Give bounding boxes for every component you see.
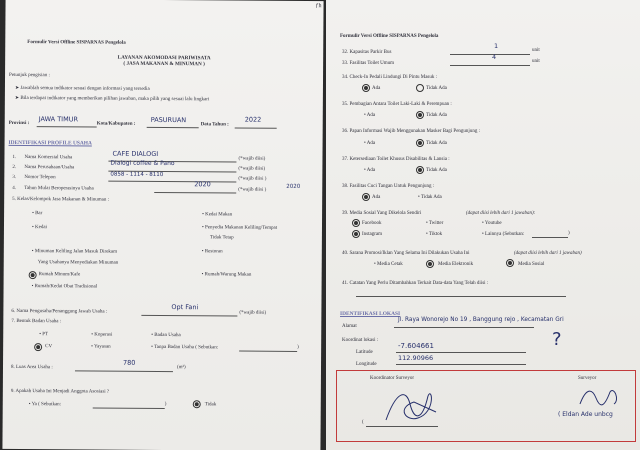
q36-label: 36. Papan Informasi Wajib Menggunakan Masker Bagi Pengunjung : — [342, 129, 480, 134]
q39-facebook-mark[interactable] — [352, 219, 360, 227]
q9-yes-option[interactable]: • Ya ( Sebutkan: — [29, 402, 61, 408]
corner-mark: ƒh — [315, 3, 322, 10]
q7-option[interactable]: • Yayasan — [91, 345, 111, 351]
instruction-2: ➤ Bila terdapat indikator yang memberikan pilihan jawaban, maka pilih yang sesuai lalu lingkari — [15, 96, 209, 103]
q5-option[interactable]: • Rumah/Warung Makan — [202, 272, 252, 278]
form-title: Formulir Versi Offline SISPARNAS Pengelola — [27, 40, 126, 46]
lat-label: Latitude — [356, 350, 373, 355]
year-start-value[interactable]: 2020 — [194, 180, 211, 189]
q40-option[interactable]: • Media Cetak — [374, 262, 403, 268]
q7-option[interactable]: • Koperasi — [91, 333, 112, 339]
field-label: Tahun Mulai Beroperasinya Usaha — [24, 186, 94, 192]
required-note: (*wajib diisi) — [239, 310, 267, 316]
q35-no[interactable]: Tidak Ada — [426, 113, 447, 118]
instructions-title: Petunjuk pengisian : — [9, 72, 50, 79]
right-signature-drawing — [574, 384, 624, 410]
q7-option[interactable]: • Badan Usaha — [151, 333, 181, 339]
q5-option[interactable]: • Minuman Keliling Jalan Masuk Direkam — [32, 249, 117, 255]
q40-label: 40. Sarana Promosi/Iklan Yang Selama Ini Dilakukan Usaha Ini — [342, 251, 470, 256]
sig-right-label: Surveyor — [578, 376, 597, 381]
q39-option[interactable]: • Twitter — [426, 221, 443, 227]
q5-label: 5. Kelas/Kelompok Jasa Makanan & Minuman : — [12, 196, 109, 203]
q9-no-option[interactable]: Tidak — [204, 402, 217, 408]
sig-left-paren: ( — [362, 420, 364, 425]
q5-option-cont: Tidak Tetap — [209, 235, 234, 241]
form-page-right: Formulir Versi Offline SISPARNAS Pengelola 32. Kapasitas Parkir Bus 1 unit 33. Fasilitas Toilet Umum 4 unit 34. Check-In Pedali Lindungi Di Pintu Masuk : Ada Tidak Ada 35. Pembagian Antara Toilet Laki-Laki & Perempuan : • Ada Tidak Ada 36. Papan Informasi Wajib Menggunakan Masker Bagi Pengunjung : • Ada Tidak Ada 37. Ketersediaan Toilet Khusus Disabilitas & Lansia : • Ada Tidak Ada 38. Fasilitas Cuci Tangan Untuk Pengunjung : Ada • Tidak Ada 39. Media Sosial Yang Dikelola Sendiri (dapat diisi lebih dari 1 jawaban): Facebook • Twitter • Youtube Instagram • Tiktok • Lainnya (Sebutkan: ) 40. Sarana Promosi/Iklan Yang Selama Ini Dilakukan Usaha Ini (dapat diisi lebih dari 1 jawaban) • Media Cetak Media Elektronik Media Sosial 41. Catatan Yang Perlu Ditambahkan Terkait Data-data Yang Telah diisi : IDENTIFIKASI LOKASI Alamat Jl. Raya Wonorejo No 19 , Banggung rejo , Kecamatan Gri Koordinat lokasi : Latitude -7.604661 Longitude 112.90966 ? Koordinator Surveyor Surveyor ( ( Eldan Ade unbcg — [326, 0, 640, 450]
q38-yes[interactable]: Ada — [372, 195, 381, 200]
unit-label: unit — [532, 59, 540, 64]
q33-value[interactable]: 4 — [492, 53, 497, 61]
q36-yes[interactable]: • Ada — [364, 141, 375, 147]
regency-label: Kota/Kabupaten : — [96, 121, 136, 127]
address-value[interactable]: Jl. Raya Wonorejo No 19 , Banggung rejo , Kecamatan Gri — [398, 317, 564, 323]
q39-option[interactable]: • Lainnya (Sebutkan: — [482, 232, 524, 238]
q40-sosial-mark[interactable] — [506, 259, 514, 267]
year-value[interactable]: 2022 — [244, 115, 262, 124]
q41-label: 41. Catatan Yang Perlu Ditambahkan Terkait Data-data Yang Telah diisi : — [342, 281, 489, 286]
q6-label: 6. Nama Pengusaha/Penanggung Jawab Usaha : — [11, 308, 108, 315]
q35-selected-mark[interactable] — [416, 111, 424, 119]
q37-label: 37. Ketersediaan Toilet Khusus Disabilitas & Lansia : — [342, 157, 450, 162]
q34-yes[interactable]: Ada — [372, 86, 381, 91]
q5-option[interactable]: • Restoran — [202, 249, 223, 255]
q8-unit: (m²) — [176, 365, 186, 371]
q9-selected-mark[interactable] — [193, 400, 201, 408]
q37-selected-mark[interactable] — [416, 166, 424, 174]
required-note: (*wajib diisi ) — [238, 176, 267, 182]
q32-label: 32. Kapasitas Parkir Bus — [342, 50, 392, 55]
q39-option[interactable]: Facebook — [362, 221, 382, 226]
coord-label: Koordinat lokasi : — [342, 338, 379, 343]
form-title: Formulir Versi Offline SISPARNAS Pengelola — [340, 34, 439, 39]
q35-yes[interactable]: • Ada — [364, 113, 375, 119]
q34-no[interactable]: Tidak Ada — [426, 86, 447, 91]
q32-value[interactable]: 1 — [494, 42, 499, 50]
field-row-3: 3. Nomor Telepon 0858 - 1114 - 8110 (*wajib diisi ) — [12, 171, 267, 182]
q39-option[interactable]: • Tiktok — [426, 232, 442, 238]
q38-selected-mark[interactable] — [362, 193, 370, 201]
q34-no-mark[interactable] — [416, 84, 424, 92]
field-row-2: 2. Nama Perusahaan/Usaha Dialogi coffee & Pano (*wajib diisi) — [12, 159, 266, 172]
field-row-4: 4. Tahun Mulai Beroperasinya Usaha 2020 (*wajib diisi ) 2020 — [12, 180, 301, 193]
unit-label: unit — [532, 48, 540, 53]
q5-option[interactable]: • Rumah/Kedai Obat Tradisional — [32, 284, 98, 290]
sig-left-label: Koordinator Surveyor — [370, 376, 415, 381]
instruction-1: ➤ Jawablah semua indikator sesuai dengan informasi yang tersedia — [15, 86, 150, 93]
q7-selected-mark[interactable] — [34, 343, 42, 351]
province-value[interactable]: JAWA TIMUR — [38, 115, 79, 124]
q8-value[interactable]: 780 — [123, 358, 136, 367]
q33-label: 33. Fasilitas Toilet Umum — [342, 61, 395, 66]
q40-hint: (dapat diisi lebih dari 1 jawaban) — [514, 251, 582, 256]
q7-option[interactable]: CV — [45, 344, 53, 350]
q9-label: 9. Apakah Usaha Ini Menjadi Anggota Asosiasi ? — [10, 388, 110, 395]
long-label: Longitude — [356, 362, 377, 367]
location-section-header: IDENTIFIKASI LOKASI — [340, 311, 401, 317]
lat-value[interactable]: -7.604661 — [398, 342, 434, 350]
q38-label: 38. Fasilitas Cuci Tangan Untuk Pengunjung : — [342, 184, 435, 189]
field-label: Nomor Telepon — [24, 175, 56, 181]
q35-label: 35. Pembagian Antara Toilet Laki-Laki & Perempuan : — [342, 102, 452, 107]
address-label: Alamat — [342, 324, 357, 329]
required-note: (*wajib diisi) — [238, 156, 266, 162]
province-label: Provinsi : — [8, 120, 30, 127]
form-page-left: Formulir Versi Offline SISPARNAS Pengelola ƒh LAYANAN AKOMODASI PARIWISATA ( JASA MAKANAN & MINUMAN ) Petunjuk pengisian : ➤ Jawablah semua indikator sesuai dengan informasi yang tersedia ➤ Bila terdapat indikator yang memberikan pilihan jawaban, maka pilih yang sesuai lalu lingkari Provinsi : JAWA TIMUR Kota/Kabupaten : PASURUAN Data Tahun : 2022 IDENTIFIKASI PROFILE USAHA 1. Nama Komersial Usaha CAFE DIALOGI (*wajib diisi) 2. Nama Perusahaan/Usaha Dialogi coffee & Pano (*wajib diisi) 3. Nomor Telepon 0858 - 1114 - 8110 (*wajib diisi ) 4. Tahun Mulai Beroperasinya Usaha 2020 (*wajib diisi ) 2020 5. Kelas/Kelompok Jasa Makanan & Minuman : • Bar • Kedai • Minuman Keliling Jalan Masuk Direkam Yang Usahanya Menyediakan Minuman Rumah Minum/Kafe • Rumah/Kedai Obat Tradisional • Kedai Makan • Penyedia Makanan Keliling/Tempat Tidak Tetap • Restoran • Rumah/Warung Makan 6. Nama Pengusaha/Penanggung Jawab Usaha : Opt Fani (*wajib diisi) 7. Bentuk Badan Usaha : • PT • Koperasi • Badan Usaha CV • Yayasan • Tanpa Badan Usaha ( Sebutkan: ) 8. Luas Area Usaha : 780 (m²) 9. Apakah Usaha Ini Menjadi Anggota Asosiasi ? • Ya ( Sebutkan: ) Tidak — [2, 0, 323, 450]
q39-instagram-mark[interactable] — [352, 230, 360, 238]
profile-section-header: IDENTIFIKASI PROFILE USAHA — [8, 139, 92, 147]
q6-value[interactable]: Opt Fani — [171, 303, 199, 312]
required-note: (*wajib diisi ) — [238, 187, 267, 193]
year-label: Data Tahun : — [200, 122, 229, 128]
q39-option[interactable]: Instagram — [362, 232, 382, 237]
left-signature-drawing — [366, 382, 456, 428]
margin-question-mark: ? — [552, 329, 562, 350]
q36-no[interactable]: Tidak Ada — [426, 141, 447, 146]
q5-selected-mark[interactable] — [29, 271, 37, 279]
field-label: Nama Komersial Usaha — [24, 155, 73, 161]
field-label: Nama Perusahaan/Usaha — [24, 165, 75, 171]
q5-option[interactable]: • Penyedia Makanan Keliling/Tempat — [202, 225, 277, 231]
long-value[interactable]: 112.90966 — [398, 354, 434, 362]
commercial-name-value[interactable]: CAFE DIALOGI — [112, 149, 159, 158]
survey-title: LAYANAN AKOMODASI PARIWISATA — [117, 54, 211, 62]
q40-option[interactable]: Media Elektronik — [438, 262, 474, 267]
q5-option[interactable]: • Bar — [32, 211, 42, 217]
q37-yes[interactable]: • Ada — [364, 168, 375, 174]
q39-label: 39. Media Sosial Yang Dikelola Sendiri — [342, 211, 422, 216]
q5-option[interactable]: • Kedai — [32, 225, 47, 231]
company-name-value[interactable]: Dialogi coffee & Pano — [110, 159, 175, 168]
q34-selected-mark[interactable] — [362, 84, 370, 92]
q5-option[interactable]: Rumah Minum/Kafe — [38, 272, 81, 278]
field-row-1: 1. Nama Komersial Usaha CAFE DIALOGI (*wajib diisi) — [12, 149, 266, 162]
q7-label: 7. Bentuk Badan Usaha : — [11, 318, 62, 325]
q39-option[interactable]: • Youtube — [482, 221, 502, 227]
q40-elektronik-mark[interactable] — [426, 260, 434, 268]
q5-option-cont: Yang Usahanya Menyediakan Minuman — [37, 260, 119, 266]
q7-option[interactable]: • Tanpa Badan Usaha ( Sebutkan: — [151, 345, 218, 351]
required-note: (*wajib diisi) — [238, 166, 266, 172]
phone-value[interactable]: 0858 - 1114 - 8110 — [110, 171, 164, 179]
q37-no[interactable]: Tidak Ada — [426, 168, 447, 173]
q39-hint: (dapat diisi lebih dari 1 jawaban): — [466, 211, 536, 216]
q7-option[interactable]: • PT — [39, 332, 48, 338]
q34-label: 34. Check-In Pedali Lindungi Di Pintu Masuk : — [342, 75, 437, 80]
survey-subtitle: ( JASA MAKANAN & MINUMAN ) — [123, 60, 205, 68]
regency-value[interactable]: PASURUAN — [150, 115, 187, 125]
q38-no[interactable]: • Tidak Ada — [418, 195, 442, 201]
q40-option[interactable]: Media Sosial — [518, 262, 545, 267]
sig-right-name: ( Eldan Ade unbcg — [558, 411, 613, 418]
q36-selected-mark[interactable] — [416, 139, 424, 147]
q5-option[interactable]: • Kedai Makan — [202, 212, 232, 218]
q8-label: 8. Luas Area Usaha : — [10, 364, 53, 371]
margin-note: 2020 — [286, 183, 301, 190]
